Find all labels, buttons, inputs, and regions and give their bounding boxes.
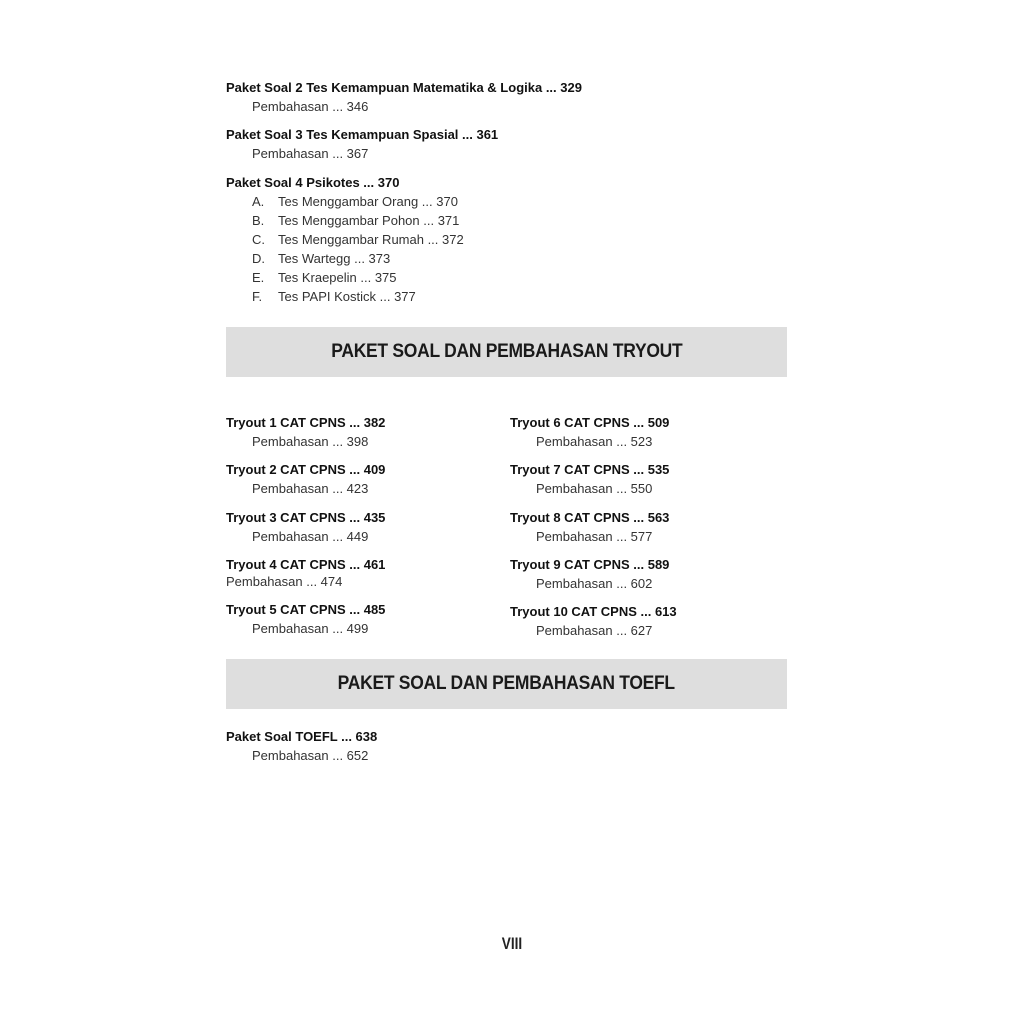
toc-entry-paket-soal-3: Paket Soal 3 Tes Kemampuan Spasial ... 361 bbox=[226, 127, 499, 142]
toc-subentry-pembahasan: Pembahasan ... 523 bbox=[536, 434, 653, 449]
toc-subentry-pembahasan: Pembahasan ... 423 bbox=[252, 481, 369, 496]
item-text: Tes Kraepelin ... 375 bbox=[278, 270, 397, 285]
toc-entry-paket-soal-4: Paket Soal 4 Psikotes ... 370 bbox=[226, 175, 400, 190]
item-text: Tes Wartegg ... 373 bbox=[278, 251, 391, 266]
toc-subentry-pembahasan: Pembahasan ... 627 bbox=[536, 623, 653, 638]
item-letter: B. bbox=[252, 213, 265, 228]
toc-subentry-pembahasan: Pembahasan ... 499 bbox=[252, 621, 369, 636]
item-text: Tes Menggambar Orang ... 370 bbox=[278, 194, 458, 209]
toc-subentry-pembahasan: Pembahasan ... 577 bbox=[536, 529, 653, 544]
toc-subentry-pembahasan: Pembahasan ... 367 bbox=[252, 146, 369, 161]
toc-subentry-pembahasan: Pembahasan ... 550 bbox=[536, 481, 653, 496]
toc-entry-paket-soal-toefl: Paket Soal TOEFL ... 638 bbox=[226, 729, 378, 744]
item-text: Tes Menggambar Pohon ... 371 bbox=[278, 213, 460, 228]
item-letter: F. bbox=[252, 289, 263, 304]
toc-entry-tryout-4: Tryout 4 CAT CPNS ... 461 bbox=[226, 557, 386, 572]
toc-entry-paket-soal-2: Paket Soal 2 Tes Kemampuan Matematika & Logika ... 329 bbox=[226, 80, 582, 95]
section-title: PAKET SOAL DAN PEMBAHASAN TOEFL bbox=[337, 673, 676, 694]
section-banner-tryout bbox=[226, 327, 787, 377]
toc-entry-tryout-2: Tryout 2 CAT CPNS ... 409 bbox=[226, 462, 386, 477]
psikotes-item-e bbox=[252, 270, 397, 285]
toc-entry-tryout-1: Tryout 1 CAT CPNS ... 382 bbox=[226, 415, 386, 430]
toc-entry-tryout-5: Tryout 5 CAT CPNS ... 485 bbox=[226, 602, 386, 617]
toc-subentry-pembahasan: Pembahasan ... 474 bbox=[226, 574, 343, 589]
psikotes-item-b bbox=[252, 213, 459, 228]
toc-subentry-pembahasan: Pembahasan ... 346 bbox=[252, 99, 369, 114]
item-text: Tes Menggambar Rumah ... 372 bbox=[278, 232, 464, 247]
toc-entry-tryout-6: Tryout 6 CAT CPNS ... 509 bbox=[510, 415, 670, 430]
toc-subentry-pembahasan: Pembahasan ... 602 bbox=[536, 576, 653, 591]
toc-subentry-pembahasan: Pembahasan ... 652 bbox=[252, 748, 369, 763]
toc-entry-tryout-8: Tryout 8 CAT CPNS ... 563 bbox=[510, 510, 670, 525]
psikotes-item-a bbox=[252, 194, 458, 209]
item-letter: E. bbox=[252, 270, 265, 285]
item-text: Tes PAPI Kostick ... 377 bbox=[278, 289, 416, 304]
psikotes-item-d bbox=[252, 251, 390, 266]
toc-entry-tryout-10: Tryout 10 CAT CPNS ... 613 bbox=[510, 604, 677, 619]
toc-subentry-pembahasan: Pembahasan ... 398 bbox=[252, 434, 369, 449]
psikotes-item-f bbox=[252, 289, 416, 304]
page-number: VIII bbox=[501, 934, 523, 953]
toc-entry-tryout-9: Tryout 9 CAT CPNS ... 589 bbox=[510, 557, 670, 572]
section-title: PAKET SOAL DAN PEMBAHASAN TRYOUT bbox=[330, 341, 683, 362]
item-letter: A. bbox=[252, 194, 265, 209]
psikotes-item-c bbox=[252, 232, 464, 247]
toc-subentry-pembahasan: Pembahasan ... 449 bbox=[252, 529, 369, 544]
item-letter: D. bbox=[252, 251, 265, 266]
section-banner-toefl bbox=[226, 659, 787, 709]
item-letter: C. bbox=[252, 232, 265, 247]
toc-entry-tryout-7: Tryout 7 CAT CPNS ... 535 bbox=[510, 462, 670, 477]
toc-entry-tryout-3: Tryout 3 CAT CPNS ... 435 bbox=[226, 510, 386, 525]
